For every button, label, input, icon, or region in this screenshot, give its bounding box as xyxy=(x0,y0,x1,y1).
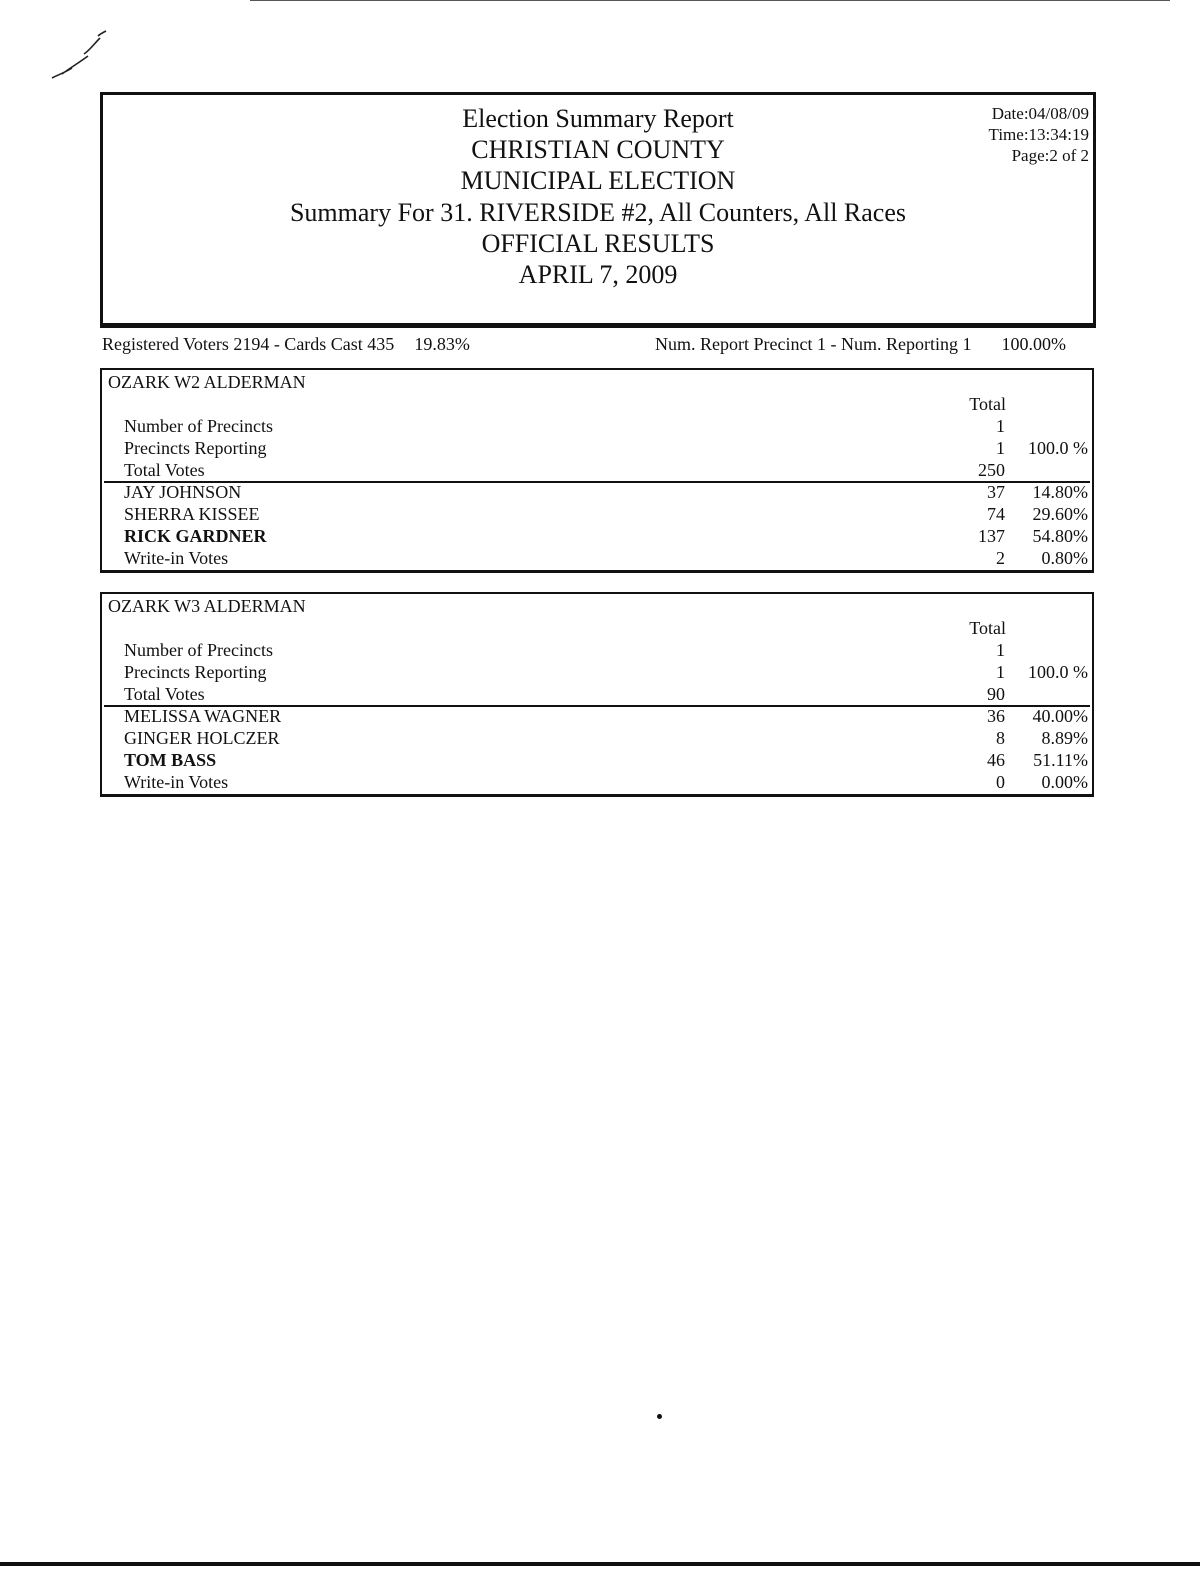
race-ozark-w2-alderman xyxy=(100,368,1094,573)
candidate-percent: 29.60% xyxy=(1032,504,1088,524)
registered-voters-line xyxy=(102,334,470,355)
page-number: Page:2 of 2 xyxy=(1011,146,1089,165)
stat-label: Number of Precincts xyxy=(124,416,273,436)
candidate-name: TOM BASS xyxy=(124,750,217,770)
candidate-votes: 137 xyxy=(978,526,1005,546)
candidate-name: JAY JOHNSON xyxy=(124,482,242,502)
candidate-percent: 51.11% xyxy=(1033,750,1088,770)
speck-mark xyxy=(657,1414,662,1419)
report-header xyxy=(100,92,1096,328)
report-time: Time:13:34:19 xyxy=(988,125,1089,144)
stat-label: Precincts Reporting xyxy=(124,662,267,682)
results-status: OFFICIAL RESULTS xyxy=(481,228,715,258)
candidate-name: RICK GARDNER xyxy=(124,526,267,546)
race-title: OZARK W3 ALDERMAN xyxy=(108,596,306,616)
candidate-name: GINGER HOLCZER xyxy=(124,728,280,748)
candidate-row xyxy=(124,771,1088,793)
precincts-reporting-percent: 100.00% xyxy=(1001,334,1066,354)
candidate-row xyxy=(124,727,1088,749)
stat-value: 1 xyxy=(996,416,1005,436)
stat-value: 250 xyxy=(978,460,1005,480)
scan-edge-line xyxy=(250,0,1170,1)
candidate-row xyxy=(124,503,1088,525)
candidate-row-winner xyxy=(124,749,1088,771)
turnout-percent: 19.83% xyxy=(414,334,470,354)
candidate-votes: 37 xyxy=(987,482,1005,502)
stat-percent: 100.0 % xyxy=(1028,662,1088,682)
county-name: CHRISTIAN COUNTY xyxy=(471,135,725,165)
race-ozark-w3-alderman xyxy=(100,592,1094,797)
candidate-percent: 0.80% xyxy=(1041,548,1088,568)
stat-row xyxy=(124,437,1088,459)
stat-label: Total Votes xyxy=(124,460,205,480)
candidate-votes: 2 xyxy=(996,548,1005,568)
stat-percent: 100.0 % xyxy=(1028,438,1088,458)
candidate-row xyxy=(124,481,1088,503)
race-title: OZARK W2 ALDERMAN xyxy=(108,372,306,392)
candidate-votes: 36 xyxy=(987,706,1005,726)
total-column-header: Total xyxy=(969,394,1006,414)
stat-label: Precincts Reporting xyxy=(124,438,267,458)
candidate-percent: 8.89% xyxy=(1041,728,1088,748)
stat-row xyxy=(124,459,1088,481)
stat-row xyxy=(124,639,1088,661)
election-date: APRIL 7, 2009 xyxy=(518,260,678,290)
candidate-row xyxy=(124,705,1088,727)
scan-bottom-edge xyxy=(0,1562,1200,1566)
registered-voters-text: Registered Voters 2194 - Cards Cast 435 xyxy=(102,334,395,354)
candidate-name: Write-in Votes xyxy=(124,772,229,792)
candidate-votes: 46 xyxy=(987,750,1005,770)
report-title: Election Summary Report xyxy=(462,104,734,133)
summary-scope: Summary For 31. RIVERSIDE #2, All Counters, All Races xyxy=(289,197,907,227)
stat-label: Total Votes xyxy=(124,684,205,704)
candidate-percent: 0.00% xyxy=(1041,772,1088,792)
stat-label: Number of Precincts xyxy=(124,640,273,660)
election-name: MUNICIPAL ELECTION xyxy=(460,166,736,196)
precincts-reporting-line xyxy=(655,334,1066,355)
stat-row xyxy=(124,415,1088,437)
stat-row xyxy=(124,683,1088,705)
stat-value: 90 xyxy=(987,684,1005,704)
candidate-percent: 54.80% xyxy=(1032,526,1088,546)
candidate-percent: 14.80% xyxy=(1032,482,1088,502)
stat-value: 1 xyxy=(996,640,1005,660)
report-date: Date:04/08/09 xyxy=(991,104,1089,123)
total-column-header: Total xyxy=(969,618,1006,638)
report-meta xyxy=(989,103,1089,166)
candidate-percent: 40.00% xyxy=(1032,706,1088,726)
candidate-votes: 0 xyxy=(996,772,1005,792)
candidate-row xyxy=(124,547,1088,569)
candidate-row-winner xyxy=(124,525,1088,547)
handwritten-mark xyxy=(50,30,110,82)
stat-row xyxy=(124,661,1088,683)
candidate-name: MELISSA WAGNER xyxy=(124,706,282,726)
stat-value: 1 xyxy=(996,662,1005,682)
report-title-block xyxy=(103,103,1093,290)
precincts-reporting-text: Num. Report Precinct 1 - Num. Reporting 1 xyxy=(655,334,972,354)
stat-value: 1 xyxy=(996,438,1005,458)
candidate-name: Write-in Votes xyxy=(124,548,229,568)
candidate-votes: 8 xyxy=(996,728,1005,748)
candidate-name: SHERRA KISSEE xyxy=(124,504,260,524)
candidate-votes: 74 xyxy=(987,504,1005,524)
